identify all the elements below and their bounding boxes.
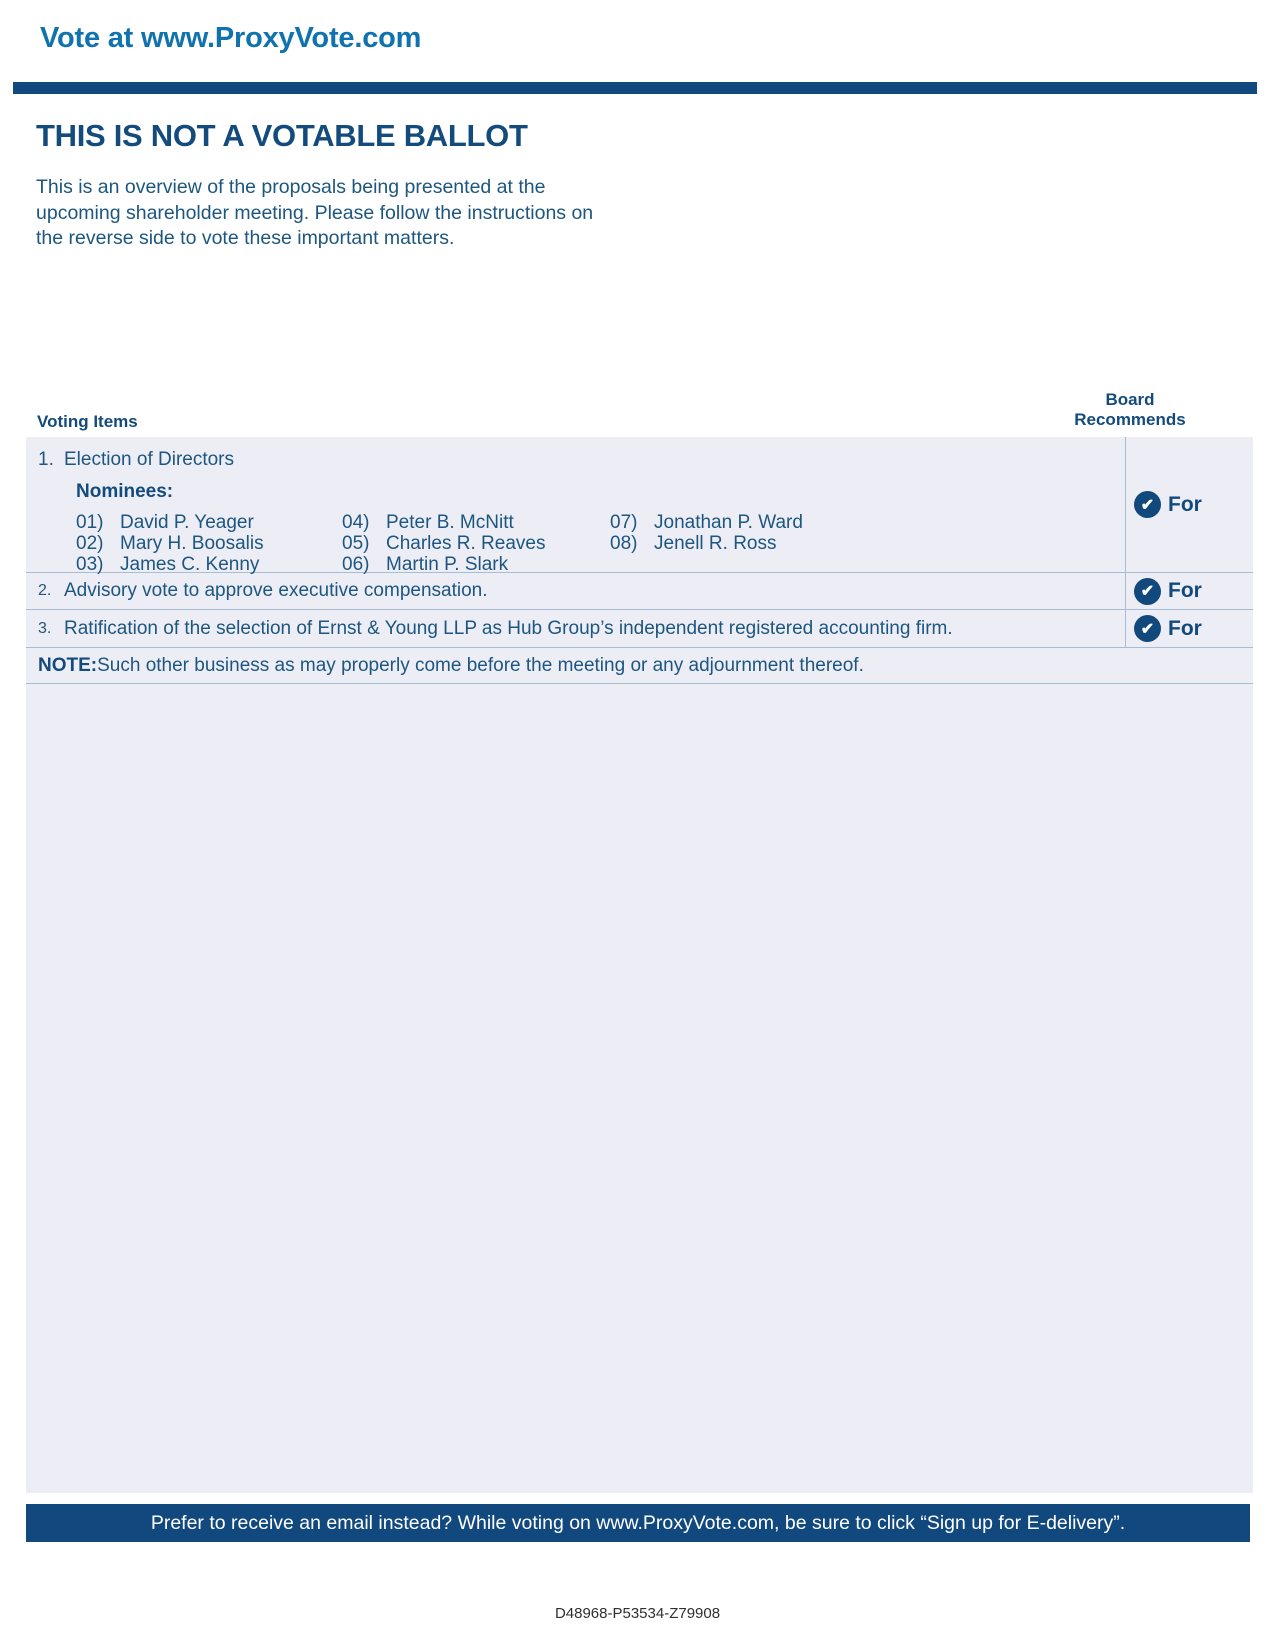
nominee-entry <box>342 533 610 554</box>
voting-item-row-2 <box>26 573 1253 610</box>
voting-items-table <box>26 437 1253 1493</box>
voting-item-1-content <box>26 437 1125 575</box>
nominee-list-column-2 <box>342 512 610 575</box>
nominee-number: 07) <box>610 512 638 533</box>
item-text: Advisory vote to approve executive compensation. <box>64 580 488 601</box>
recommendation-label: For <box>1168 492 1202 516</box>
nominee-name: Jenell R. Ross <box>654 533 777 554</box>
table-empty-area <box>26 684 1253 1493</box>
voting-item-row-1 <box>26 437 1253 573</box>
note-label: NOTE: <box>38 654 98 676</box>
nominee-entry <box>610 533 803 554</box>
nominee-name: David P. Yeager <box>120 512 254 533</box>
nominee-entry <box>76 554 342 575</box>
nominee-number: 03) <box>76 554 104 575</box>
recommendation-label: For <box>1168 616 1202 640</box>
nominee-list-column-1 <box>76 512 342 575</box>
proxyvote-url-heading: Vote at www.ProxyVote.com <box>40 22 422 54</box>
voting-item-3-content <box>26 610 1125 647</box>
nominee-name: Martin P. Slark <box>386 554 509 575</box>
voting-item-row-3 <box>26 610 1253 648</box>
board-recommendation-2 <box>1125 573 1253 609</box>
nominee-list-column-3 <box>610 512 803 575</box>
nominee-number: 06) <box>342 554 370 575</box>
voting-item-2-content <box>26 573 1125 609</box>
nominee-name: Peter B. McNitt <box>386 512 514 533</box>
nominee-name: Mary H. Boosalis <box>120 533 264 554</box>
note-row <box>26 648 1253 684</box>
nominee-entry <box>342 554 610 575</box>
board-recommendation-1 <box>1125 437 1253 572</box>
check-icon: ✔ <box>1134 578 1161 605</box>
document-code: D48968-P53534-Z79908 <box>554 1605 721 1622</box>
note-text: Such other business as may properly come before the meeting or any adjournment thereof. <box>97 654 864 676</box>
nominee-name: Jonathan P. Ward <box>654 512 803 533</box>
board-recommendation-3 <box>1125 610 1253 647</box>
intro-paragraph: This is an overview of the proposals being presented at the upcoming shareholder meeting. Please follow the instructions on the reverse side to vote these important matters. <box>36 176 594 249</box>
nominee-number: 04) <box>342 512 370 533</box>
item-text: Election of Directors <box>64 449 235 470</box>
page-title: THIS IS NOT A VOTABLE BALLOT <box>36 118 528 153</box>
item-number: 2. <box>38 582 52 599</box>
edelivery-banner <box>26 1504 1250 1542</box>
nominee-entry <box>76 533 342 554</box>
nominee-name: James C. Kenny <box>120 554 260 575</box>
check-icon: ✔ <box>1134 615 1161 642</box>
edelivery-banner-text: Prefer to receive an email instead? While voting on www.ProxyVote.com, be sure to click “Sign up for E-delivery”. <box>150 1511 1126 1534</box>
header-divider-bar <box>13 82 1257 94</box>
item-text: Ratification of the selection of Ernst & Young LLP as Hub Group’s independent registered accounting firm. <box>64 617 953 639</box>
recommendation-label: For <box>1168 579 1202 602</box>
nominee-number: 08) <box>610 533 638 554</box>
nominee-entry <box>342 512 610 533</box>
item-number: 3. <box>38 619 52 637</box>
voting-items-header: Voting Items <box>37 412 138 431</box>
nominee-number: 02) <box>76 533 104 554</box>
nominee-number: 01) <box>76 512 104 533</box>
board-recommends-line1: Board <box>1105 390 1155 409</box>
item-number: 1. <box>38 449 54 470</box>
nominee-name: Charles R. Reaves <box>386 533 546 554</box>
nominee-entry <box>76 512 342 533</box>
check-icon: ✔ <box>1134 491 1161 518</box>
nominees-label: Nominees: <box>76 481 174 502</box>
board-recommends-line2: Recommends <box>1074 410 1186 429</box>
nominee-entry <box>610 512 803 533</box>
board-recommends-header <box>1070 390 1190 430</box>
nominee-grid <box>76 512 1125 575</box>
nominee-number: 05) <box>342 533 370 554</box>
